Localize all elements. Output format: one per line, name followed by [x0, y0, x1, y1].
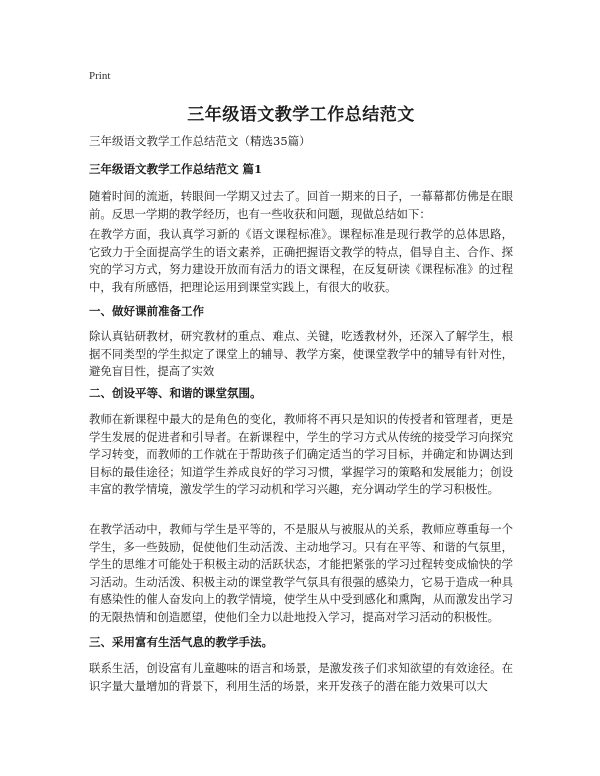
section-heading-1: 一、做好课前准备工作 [89, 304, 204, 318]
paragraph-life-teaching: 联系生活，创设富有儿童趣味的语言和场景，是激发孩子们求知欲望的有效途径。在识字量大量增加的背景下，利用生活的场景，来开发孩子的潜在能力效果可以大 [89, 661, 513, 693]
paragraph-preparation: 除认真钻研教材，研究教材的重点、难点、关键，吃透教材外，还深入了解学生，根据不同类型的学生拟定了课堂上的辅导、教学方案，使课堂教学中的辅导有针对性，避免盲目性，提高了实效 [89, 329, 513, 379]
section-heading-3: 三、采用富有生活气息的教学手法。 [89, 635, 273, 649]
paragraph-curriculum: 在教学方面，我认真学习新的《语文课程标准》。课程标准是现行教学的总体思路，它致力于全面提高学生的语文素养，正确把握语文教学的特点，倡导自主、合作、探究的学习方式，努力建设开放而有活力的语文课程，在反复研读《课程标准》的过程中，我有所感悟，把理论运用到课堂实践上，有很大的收获。 [89, 227, 513, 294]
paragraph-intro: 随着时间的流逝，转眼间一学期又过去了。回首一期来的日子，一幕幕都仿佛是在眼前。反思一学期的教学经历，也有一些收获和问题，现做总结如下： [89, 189, 513, 221]
paragraph-equality: 在教学活动中，教师与学生是平等的，不是服从与被服从的关系，教师应尊重每一个学生，多一些鼓励，促使他们生动活泼、主动地学习。只有在平等、和谐的气氛里，学生的思维才可能处于积极主动的活跃状态，才能把紧张的学习过程转变成愉快的学习活动。生动活泼、积极主动的课堂教学气氛具有很强的感染力，它易于造成一种具有感染性的催人奋发向上的教学情境，使学生从中受到感化和熏陶，从而激发出学习的无限热情和创造愿望，使他们全力以赴地投入学习，提高对学习活动的积极性。 [89, 522, 513, 624]
paragraph-teacher-role: 教师在新课程中最大的是角色的变化，教师将不再只是知识的传授者和管理者，更是学生发展的促进者和引导者。在新课程中，学生的学习方式从传统的接受学习向探究学习转变，而教师的工作就在于帮助孩子们确定适当的学习目标，并确定和协调达到目标的最佳途径；知道学生养成良好的学习习惯，掌握学习的策略和发展能力；创设丰富的教学情境，激发学生的学习动机和学习兴趣，充分调动学生的学习积极性。 [89, 412, 513, 497]
print-link[interactable]: Print [89, 70, 111, 82]
section-heading-2: 二、创设平等、和谐的课堂氛围。 [89, 386, 262, 400]
article-heading: 三年级语文教学工作总结范文 篇1 [89, 162, 263, 176]
document-subtitle: 三年级语文教学工作总结范文（精选35篇） [89, 134, 311, 148]
page-title: 三年级语文教学工作总结范文 [187, 105, 415, 125]
